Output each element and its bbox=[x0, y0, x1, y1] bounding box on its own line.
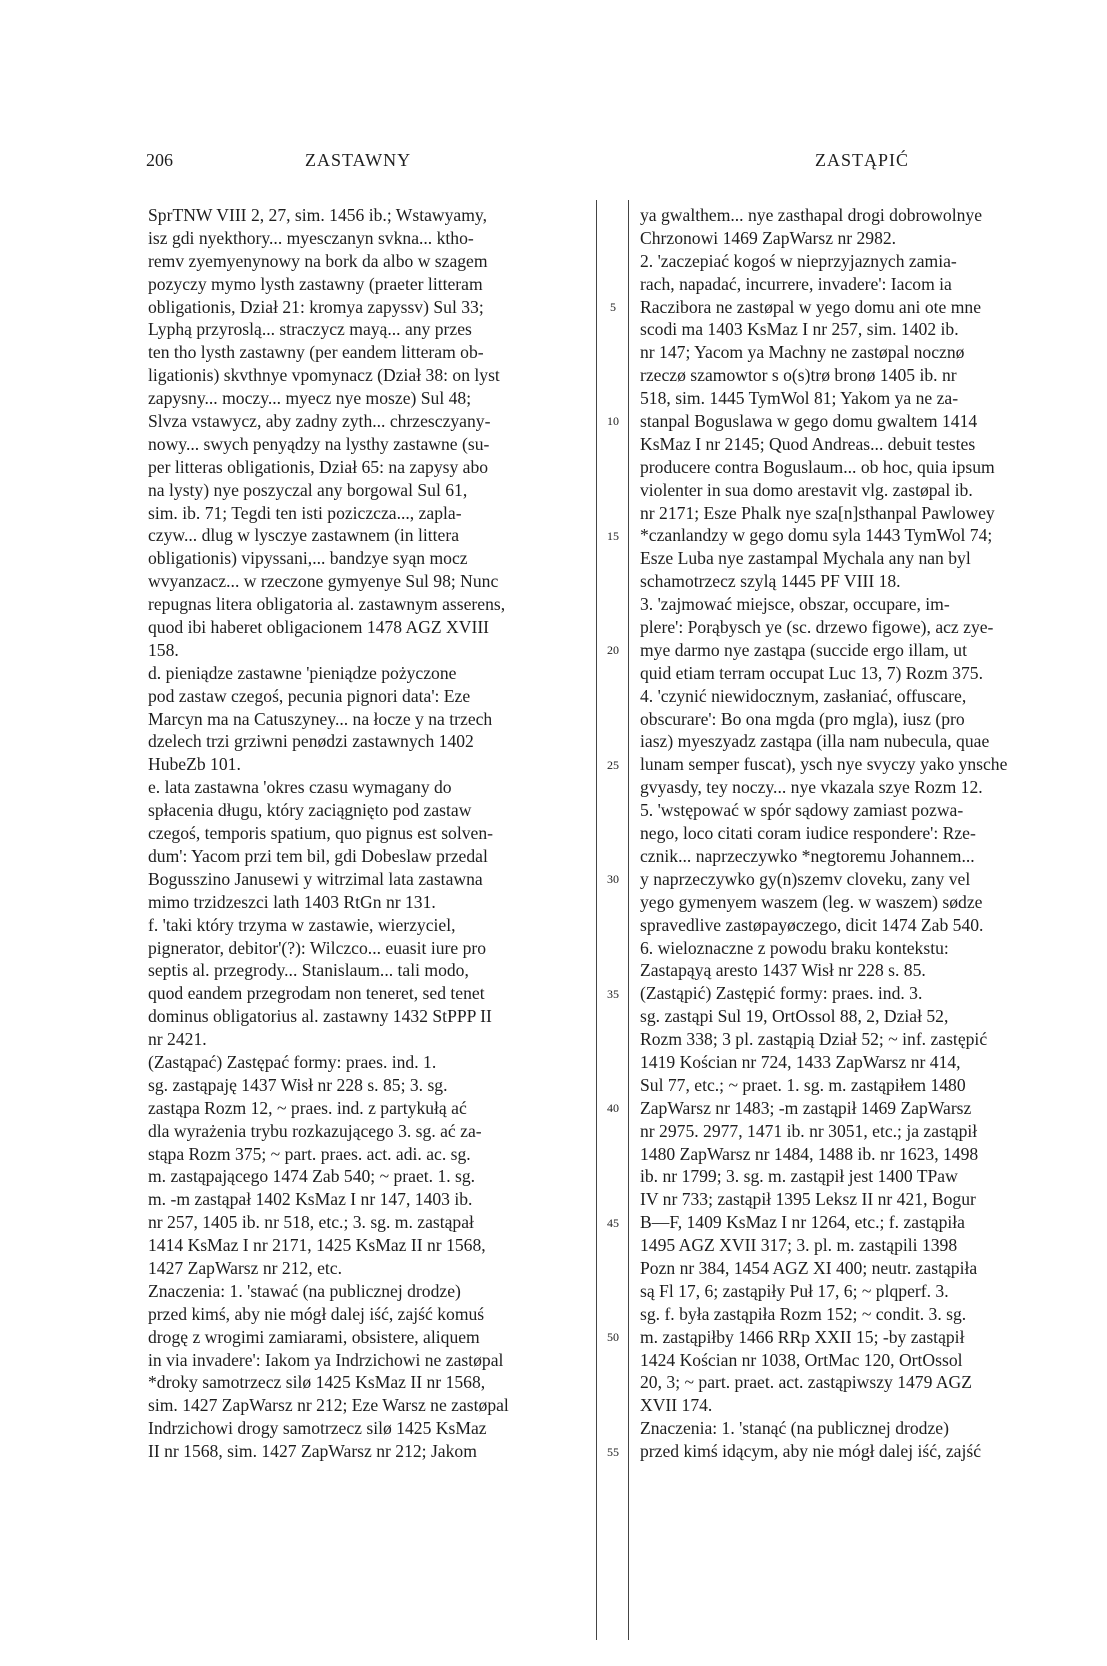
text-line: nr 2421. bbox=[148, 1029, 207, 1050]
text-line: Znaczenia: 1. 'stanąć (na publicznej drodze) bbox=[640, 1418, 949, 1439]
text-line: dla wyrażenia trybu rozkazującego 3. sg. ać za- bbox=[148, 1120, 482, 1141]
text-line: ib. nr 1799; 3. sg. m. zastąpił jest 1400 TPaw bbox=[640, 1166, 958, 1187]
text-line: quod eandem przegrodam non teneret, sed tenet bbox=[148, 983, 485, 1004]
text-line: (Zastąpić) Zastępić formy: praes. ind. 3. bbox=[640, 983, 923, 1004]
text-line: sg. zastąpi Sul 19, OrtOssol 88, 2, Dział 52, bbox=[640, 1006, 949, 1027]
line-number: 30 bbox=[607, 872, 619, 887]
text-line: ZapWarsz nr 1483; -m zastąpił 1469 ZapWarsz bbox=[640, 1097, 972, 1118]
text-line: nr 147; Yacom ya Machny ne zastøpal nocznø bbox=[640, 342, 965, 363]
text-line: *droky samotrzecz silø 1425 KsMaz II nr 1568, bbox=[148, 1372, 486, 1393]
column-rule-left bbox=[596, 200, 597, 1640]
text-line: e. lata zastawna 'okres czasu wymagany do bbox=[148, 777, 452, 798]
text-line: nr 257, 1405 ib. nr 518, etc.; 3. sg. m. zastąpał bbox=[148, 1212, 474, 1233]
text-line: Esze Luba nye zastampal Mychala any nan byl bbox=[640, 548, 971, 569]
text-line: Znaczenia: 1. 'stawać (na publicznej drodze) bbox=[148, 1280, 461, 1301]
line-number: 5 bbox=[610, 299, 616, 314]
text-line: pod zastaw czegoś, pecunia pignori data': Eze bbox=[148, 685, 471, 706]
line-number: 40 bbox=[607, 1101, 619, 1116]
text-line: violenter in sua domo arestavit vlg. zastøpal ib. bbox=[640, 479, 973, 500]
text-line: quid etiam terram occupat Luc 13, 7) Rozm 375. bbox=[640, 662, 983, 683]
text-line: m. zastąpającego 1474 Zab 540; ~ praet. 1. sg. bbox=[148, 1166, 476, 1187]
column-rule-right bbox=[628, 200, 629, 1640]
text-line: wvyanzacz... w rzeczone gymyenye Sul 98; Nunc bbox=[148, 571, 499, 592]
text-line: dzelech trzi grziwni penødzi zastawnych 1402 bbox=[148, 731, 474, 752]
text-line: in via invadere': Iakom ya Indrzichowi ne zastøpal bbox=[148, 1349, 504, 1370]
text-line: 4. 'czynić niewidocznym, zasłaniać, offuscare, bbox=[640, 685, 967, 706]
text-line: HubeZb 101. bbox=[148, 754, 241, 775]
line-number: 50 bbox=[607, 1330, 619, 1345]
text-line: Sul 77, etc.; ~ praet. 1. sg. m. zastąpiłem 1480 bbox=[640, 1074, 966, 1095]
left-column bbox=[148, 204, 578, 1463]
text-line: czegoś, temporis spatium, quo pignus est solven- bbox=[148, 823, 493, 844]
text-line: zapysny... moczy... myecz nye mosze) Sul 48; bbox=[148, 388, 472, 409]
text-line: nr 2171; Esze Phalk nye sza[n]sthanpal Pawlowey bbox=[640, 502, 995, 523]
text-line: stąpa Rozm 375; ~ part. praes. act. adi. ac. sg. bbox=[148, 1143, 471, 1164]
line-number: 55 bbox=[607, 1444, 619, 1459]
text-line: Zastapąyą aresto 1437 Wisł nr 228 s. 85. bbox=[640, 960, 926, 981]
line-number: 35 bbox=[607, 986, 619, 1001]
text-line: cznik... naprzeczywko *negtoremu Johannem... bbox=[640, 845, 975, 866]
text-line: spłacenia długu, który zaciągnięto pod zastaw bbox=[148, 800, 472, 821]
text-line: quod ibi haberet obligacionem 1478 AGZ XVIII bbox=[148, 617, 490, 638]
text-line: 1495 AGZ XVII 317; 3. pl. m. zastąpili 1398 bbox=[640, 1235, 958, 1256]
text-line: ligationis) skvthnye vpomynacz (Dział 38: on lyst bbox=[148, 365, 500, 386]
line-number: 25 bbox=[607, 757, 619, 772]
text-line: septis al. przegrody... Stanislaum... tali modo, bbox=[148, 960, 469, 981]
text-line: 1419 Kościan nr 724, 1433 ZapWarsz nr 414, bbox=[640, 1051, 961, 1072]
text-line: spravedlive zastøpayøczego, dicit 1474 Zab 540. bbox=[640, 914, 984, 935]
text-line: sg. f. była zastąpiła Rozm 152; ~ condit. 3. sg. bbox=[640, 1303, 967, 1324]
text-line: *czanlandzy w gego domu syla 1443 TymWol 74; bbox=[640, 525, 993, 546]
text-line: Indrzichowi drogy samotrzecz silø 1425 KsMaz bbox=[148, 1418, 487, 1439]
text-line: rach, napadać, incurrere, invadere': Iacom ia bbox=[640, 273, 952, 294]
text-line: y naprzeczywko gy(n)szemv cloveku, zany vel bbox=[640, 868, 971, 889]
text-line: sg. zastąpaję 1437 Wisł nr 228 s. 85; 3. sg. bbox=[148, 1074, 448, 1095]
text-line: II nr 1568, sim. 1427 ZapWarsz nr 212; Jakom bbox=[148, 1441, 477, 1462]
text-line: przed kimś, aby nie mógł dalej iść, zajść komuś bbox=[148, 1303, 485, 1324]
text-line: IV nr 733; zastąpił 1395 Leksz II nr 421, Bogur bbox=[640, 1189, 976, 1210]
text-line: na lysty) nye poszyczal any borgowal Sul 61, bbox=[148, 479, 468, 500]
page-number: 206 bbox=[146, 150, 173, 170]
line-number: 10 bbox=[607, 414, 619, 429]
text-line: Marcyn ma na Catuszyney... na łocze y na trzech bbox=[148, 708, 493, 729]
text-line: remv zyemyenynowy na bork da albo w szagem bbox=[148, 250, 488, 271]
text-line: 1427 ZapWarsz nr 212, etc. bbox=[148, 1257, 343, 1278]
text-line: (Zastąpać) Zastępać formy: praes. ind. 1. bbox=[148, 1051, 437, 1072]
text-line: drogę z wrogimi zamiarami, obsistere, aliquem bbox=[148, 1326, 480, 1347]
text-line: Rozm 338; 3 pl. zastąpią Dział 52; ~ inf. zastępić bbox=[640, 1029, 988, 1050]
text-line: są Fl 17, 6; zastąpiły Puł 17, 6; ~ plqperf. 3. bbox=[640, 1280, 949, 1301]
text-line: producere contra Boguslaum... ob hoc, quia ipsum bbox=[640, 456, 995, 477]
text-line: KsMaz I nr 2145; Quod Andreas... debuit testes bbox=[640, 433, 976, 454]
text-line: XVII 174. bbox=[640, 1395, 713, 1416]
text-line: 1424 Kościan nr 1038, OrtMac 120, OrtOssol bbox=[640, 1349, 963, 1370]
text-line: czyw... dlug w lysczye zastawnem (in littera bbox=[148, 525, 460, 546]
text-line: mye darmo nye zastąpa (succide ergo illam, ut bbox=[640, 639, 967, 660]
text-line: d. pieniądze zastawne 'pieniądze pożyczone bbox=[148, 662, 457, 683]
text-line: scodi ma 1403 KsMaz I nr 257, sim. 1402 ib. bbox=[640, 319, 959, 340]
text-line: nowy... swych penyądzy na lysthy zastawne (su- bbox=[148, 433, 490, 454]
text-line: pozyczy mymo lysth zastawny (praeter litteram bbox=[148, 273, 483, 294]
text-line: m. zastąpiłby 1466 RRp XXII 15; -by zastąpił bbox=[640, 1326, 965, 1347]
text-line: stanpal Boguslawa w gego domu gwaltem 1414 bbox=[640, 411, 978, 432]
text-line: obscurare': Bo ona mgda (pro mgla), iusz (pro bbox=[640, 708, 965, 729]
text-line: 6. wieloznaczne z powodu braku kontekstu: bbox=[640, 937, 949, 958]
text-line: repugnas litera obligatoria al. zastawnym asserens, bbox=[148, 594, 506, 615]
text-line: ya gwalthem... nye zasthapal drogi dobrowolnye bbox=[640, 205, 983, 225]
text-line: Bogusszino Janusewi y witrzimal lata zastawna bbox=[148, 868, 483, 889]
text-line: nr 2975. 2977, 1471 ib. nr 3051, etc.; ja zastąpił bbox=[640, 1120, 978, 1141]
running-head-right: ZASTĄPIĆ bbox=[815, 150, 910, 170]
text-line: pignerator, debitor'(?): Wilczco... euasit iure pro bbox=[148, 937, 487, 958]
text-line: isz gdi nyekthory... myesczanyn svkna... ktho- bbox=[148, 227, 474, 248]
text-line: yego gymenyem waszem (leg. w waszem) sødze bbox=[640, 891, 983, 912]
text-line: per litteras obligationis, Dział 65: na zapysy abo bbox=[148, 456, 489, 477]
text-line: nego, loco citati coram iudice respondere': Rze- bbox=[640, 823, 976, 844]
line-number: 15 bbox=[607, 528, 619, 543]
text-line: 1414 KsMaz I nr 2171, 1425 KsMaz II nr 1568, bbox=[148, 1235, 486, 1256]
text-line: plere': Porąbysch ye (sc. drzewo figowe), acz zye- bbox=[640, 617, 994, 638]
text-line: B—F, 1409 KsMaz I nr 1264, etc.; f. zastąpiła bbox=[640, 1212, 965, 1233]
text-line: Chrzonowi 1469 ZapWarsz nr 2982. bbox=[640, 227, 897, 248]
text-line: 1480 ZapWarsz nr 1484, 1488 ib. nr 1623, 1498 bbox=[640, 1143, 979, 1164]
text-line: gvyasdy, tey noczy... nye vkazala szye Rozm 12. bbox=[640, 777, 983, 798]
text-line: 5. 'wstępować w spór sądowy zamiast pozwa- bbox=[640, 800, 964, 821]
text-line: Pozn nr 384, 1454 AGZ XI 400; neutr. zastąpiła bbox=[640, 1257, 978, 1278]
running-head-left: ZASTAWNY bbox=[305, 150, 412, 170]
text-line: obligationis, Dział 21: kromya zapyssv) Sul 33; bbox=[148, 296, 484, 317]
text-line: sim. 1427 ZapWarsz nr 212; Eze Warsz ne zastøpal bbox=[148, 1395, 509, 1416]
text-line: 158. bbox=[148, 639, 179, 660]
text-line: iasz) myeszyadz zastąpa (illa nam nubecula, quae bbox=[640, 731, 990, 752]
text-line: sim. ib. 71; Tegdi ten isti poziczcza..., zapla- bbox=[148, 502, 462, 523]
text-line: 3. 'zajmować miejsce, obszar, occupare, im- bbox=[640, 594, 950, 615]
text-line: m. -m zastąpał 1402 KsMaz I nr 147, 1403 ib. bbox=[148, 1189, 473, 1210]
text-line: dominus obligatorius al. zastawny 1432 StPPP II bbox=[148, 1006, 492, 1027]
text-line: f. 'taki który trzyma w zastawie, wierzyciel, bbox=[148, 914, 456, 935]
text-line: lunam semper fuscat), ysch nye svyczy yako ynsche bbox=[640, 754, 1008, 775]
text-line: Slvza vstawycz, aby zadny zyth... chrzesczyany- bbox=[148, 411, 491, 432]
text-line: obligationis) vipyssani,... bandzye syąn mocz bbox=[148, 548, 468, 569]
text-line: 518, sim. 1445 TymWol 81; Yakom ya ne za- bbox=[640, 388, 959, 409]
line-number: 45 bbox=[607, 1215, 619, 1230]
text-line: dum': Yacom przi tem bil, gdi Dobeslaw przedal bbox=[148, 845, 488, 866]
text-line: SprTNW VIII 2, 27, sim. 1456 ib.; Wstawyamy, bbox=[148, 205, 487, 225]
text-line: rzeczø szamowtor s o(s)trø bronø 1405 ib. nr bbox=[640, 365, 957, 386]
text-line: mimo trzidzeszci lath 1403 RtGn nr 131. bbox=[148, 891, 436, 912]
text-line: schamotrzecz szylą 1445 PF VIII 18. bbox=[640, 571, 901, 592]
right-column bbox=[640, 204, 1058, 1463]
text-line: Lyphą przyroslą... straczycz mayą... any przes bbox=[148, 319, 472, 340]
text-line: zastąpa Rozm 12, ~ praes. ind. z partykułą ać bbox=[148, 1097, 467, 1118]
text-line: przed kimś idącym, aby nie mógł dalej iść, zajść bbox=[640, 1441, 982, 1462]
text-line: 20, 3; ~ part. praet. act. zastąpiwszy 1479 AGZ bbox=[640, 1372, 972, 1393]
text-line: 2. 'zaczepiać kogoś w nieprzyjaznych zamia- bbox=[640, 250, 957, 271]
text-line: ten tho lysth zastawny (per eandem litteram ob- bbox=[148, 342, 484, 363]
line-number: 20 bbox=[607, 643, 619, 658]
text-line: Raczibora ne zastøpal w yego domu ani ote mne bbox=[640, 296, 982, 317]
